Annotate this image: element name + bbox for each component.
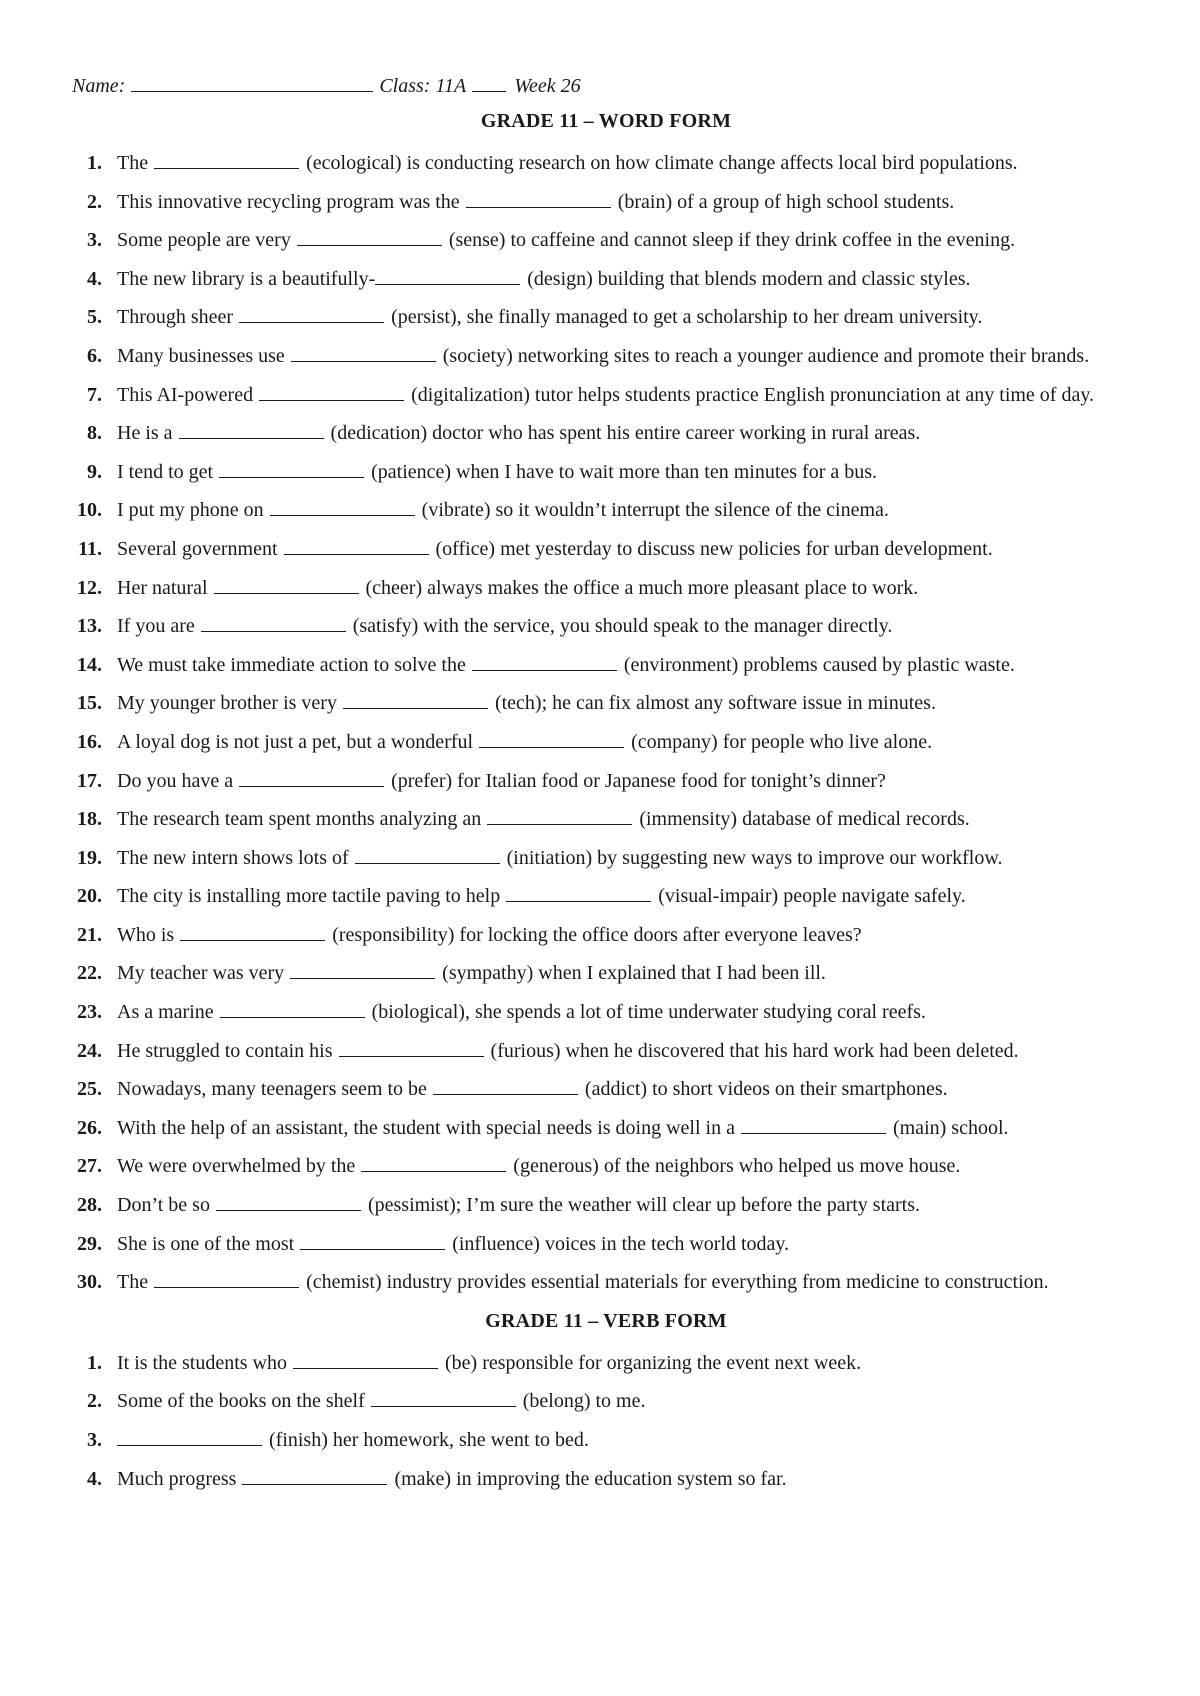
question-number: 13. [77, 615, 102, 638]
question-item [72, 800, 1140, 839]
question-text-after: (prefer) for Italian food or Japanese food for tonight’s dinner? [391, 769, 886, 792]
question-text-before: The [117, 152, 149, 174]
question-text-before: I tend to get [117, 460, 214, 483]
question-item [72, 376, 1140, 415]
question-text-before: Some people are very [117, 229, 291, 252]
question-text-after: (persist), she finally managed to get a scholarship to her dream university. [391, 306, 983, 329]
answer-blank[interactable] [219, 459, 364, 478]
question-item [72, 1109, 1140, 1148]
question-text-after: (ecological) is conducting research on how climate change affects local bird populations. [306, 152, 1018, 174]
question-text-after: (company) for people who live alone. [631, 730, 933, 753]
question-number: 4. [87, 267, 102, 290]
question-text-after: (satisfy) with the service, you should speak to the manager directly. [352, 615, 893, 638]
answer-blank[interactable] [361, 1153, 506, 1172]
question-number: 24. [77, 1039, 102, 1062]
answer-blank[interactable] [154, 150, 299, 169]
question-text-after: (belong) to me. [522, 1390, 646, 1413]
question-text-after: (tech); he can fix almost any software issue in minutes. [494, 692, 936, 715]
answer-blank[interactable] [201, 613, 346, 632]
question-item [72, 414, 1140, 453]
question-item [72, 993, 1140, 1032]
question-text-after: (sympathy) when I explained that I had been ill. [442, 962, 826, 985]
question-text-before: The city is installing more tactile paving to help [117, 885, 501, 908]
question-text-before: My younger brother is very [117, 692, 337, 715]
question-number: 10. [77, 499, 102, 522]
question-item [72, 530, 1140, 569]
answer-blank[interactable] [339, 1038, 484, 1057]
question-number: 19. [77, 846, 102, 869]
question-number: 29. [77, 1232, 102, 1255]
question-item [72, 569, 1140, 608]
question-number: 8. [87, 422, 102, 445]
question-text-after: (environment) problems caused by plastic waste. [623, 653, 1015, 676]
question-text-after: (pessimist); I’m sure the weather will clear up before the party starts. [367, 1194, 920, 1217]
question-text-after: (office) met yesterday to discuss new policies for urban development. [435, 537, 993, 560]
question-number: 4. [87, 1467, 102, 1490]
question-text-before: It is the students who [117, 1351, 287, 1374]
answer-blank[interactable] [291, 343, 436, 362]
question-item [72, 337, 1140, 376]
question-text-before: The new intern shows lots of [117, 846, 349, 869]
question-text-before: He struggled to contain his [117, 1039, 333, 1062]
question-text-before: Many businesses use [117, 344, 285, 367]
question-item [72, 260, 1140, 299]
question-list [72, 1344, 1140, 1498]
question-text-after: (be) responsible for organizing the event next week. [445, 1351, 862, 1374]
student-header [72, 66, 1140, 106]
question-text-before: I put my phone on [117, 499, 264, 522]
question-text-after: (addict) to short videos on their smartphones. [584, 1078, 948, 1101]
question-item [72, 1421, 1140, 1460]
answer-blank[interactable] [472, 652, 617, 671]
answer-blank[interactable] [239, 304, 384, 323]
answer-blank[interactable] [220, 999, 365, 1018]
question-text-after: (chemist) industry provides essential materials for everything from medicine to construction. [306, 1271, 1049, 1294]
question-text-after: (responsibility) for locking the office doors after everyone leaves? [332, 923, 862, 946]
answer-blank[interactable] [180, 922, 325, 941]
answer-blank[interactable] [154, 1269, 299, 1288]
week-label: Week 26 [514, 75, 581, 97]
question-item [72, 1147, 1140, 1186]
question-text-after: (dedication) doctor who has spent his entire career working in rural areas. [330, 422, 921, 445]
question-text-before: Nowadays, many teenagers seem to be [117, 1078, 427, 1101]
answer-blank[interactable] [355, 845, 500, 864]
question-text-after: (initiation) by suggesting new ways to improve our workflow. [506, 846, 1003, 869]
question-item [72, 1070, 1140, 1109]
verb-form-section [72, 1302, 1140, 1498]
question-text-after: (cheer) always makes the office a much more pleasant place to work. [365, 576, 919, 599]
question-item [72, 1186, 1140, 1225]
question-item [72, 684, 1140, 723]
question-item [72, 1032, 1140, 1071]
answer-blank[interactable] [242, 1466, 387, 1485]
question-number: 5. [87, 306, 102, 329]
question-item [72, 916, 1140, 955]
question-text-before: If you are [117, 615, 195, 638]
question-number: 3. [87, 229, 102, 252]
question-number: 15. [77, 692, 102, 715]
question-item [72, 221, 1140, 260]
question-number: 1. [87, 152, 102, 174]
question-text-before: This innovative recycling program was the [117, 190, 460, 213]
question-text-before: The research team spent months analyzing an [117, 808, 482, 831]
question-number: 16. [77, 730, 102, 753]
question-number: 27. [77, 1155, 102, 1178]
question-text-after: (society) networking sites to reach a younger audience and promote their brands. [442, 344, 1090, 367]
question-text-before: We must take immediate action to solve the [117, 653, 466, 676]
answer-blank[interactable] [741, 1115, 886, 1134]
name-blank[interactable] [131, 69, 373, 92]
question-number: 2. [87, 190, 102, 213]
name-label: Name: [72, 75, 126, 97]
question-text-after: (make) in improving the education system so far. [394, 1467, 787, 1490]
question-number: 1. [87, 1351, 102, 1374]
question-text-after: (sense) to caffeine and cannot sleep if they drink coffee in the evening. [448, 229, 1016, 252]
question-text-before: Do you have a [117, 769, 234, 792]
question-number: 30. [77, 1271, 102, 1294]
answer-blank[interactable] [117, 1427, 262, 1446]
question-number: 12. [77, 576, 102, 599]
question-item [72, 298, 1140, 337]
question-number: 3. [87, 1429, 102, 1451]
answer-blank[interactable] [290, 960, 435, 979]
question-number: 28. [77, 1194, 102, 1217]
question-number: 26. [77, 1116, 102, 1139]
answer-blank[interactable] [270, 497, 415, 516]
question-number: 14. [77, 653, 102, 676]
question-number: 6. [87, 344, 102, 367]
question-text-after: (vibrate) so it wouldn’t interrupt the silence of the cinema. [421, 499, 889, 522]
question-number: 20. [77, 885, 102, 908]
question-item [72, 1225, 1140, 1264]
question-item [72, 607, 1140, 646]
question-item [72, 954, 1140, 993]
question-text-after: (visual-impair) people navigate safely. [658, 885, 966, 908]
question-item [72, 453, 1140, 492]
question-text-after: (brain) of a group of high school students. [617, 190, 955, 213]
question-number: 7. [87, 383, 102, 406]
question-item [72, 1460, 1140, 1499]
question-text-before: Her natural [117, 576, 208, 599]
answer-blank[interactable] [239, 768, 384, 787]
question-item [72, 646, 1140, 685]
answer-blank[interactable] [179, 420, 324, 439]
question-number: 21. [77, 923, 102, 946]
question-item [72, 1382, 1140, 1421]
question-item [72, 491, 1140, 530]
question-text-after: (main) school. [892, 1116, 1009, 1139]
exercise-sections [72, 106, 1140, 1498]
question-item [72, 183, 1140, 222]
question-text-after: (design) building that blends modern and classic styles. [527, 267, 971, 290]
question-item [72, 762, 1140, 801]
class-label: Class: 11A [379, 75, 467, 97]
question-text-before: Several government [117, 537, 278, 560]
question-text-before: Through sheer [117, 306, 234, 329]
question-item [72, 144, 1140, 183]
question-text-before: She is one of the most [117, 1232, 295, 1255]
question-number: 9. [87, 460, 102, 483]
question-text-after: (immensity) database of medical records. [639, 808, 970, 831]
answer-blank[interactable] [284, 536, 429, 555]
answer-blank[interactable] [214, 575, 359, 594]
answer-blank[interactable] [433, 1076, 578, 1095]
question-text-before: He is a [117, 422, 173, 445]
section-title: GRADE 11 – VERB FORM [485, 1309, 727, 1332]
answer-blank[interactable] [216, 1192, 361, 1211]
question-number: 2. [87, 1390, 102, 1413]
section-title: GRADE 11 – WORD FORM [480, 110, 732, 132]
question-text-before: The new library is a beautifully- [117, 267, 376, 290]
question-text-before: We were overwhelmed by the [117, 1155, 356, 1178]
class-blank[interactable] [472, 69, 506, 92]
question-text-after: (finish) her homework, she went to bed. [269, 1429, 589, 1451]
question-text-after: (generous) of the neighbors who helped us move house. [513, 1155, 961, 1178]
question-text-before: The [117, 1271, 149, 1294]
question-text-after: (biological), she spends a lot of time underwater studying coral reefs. [371, 1001, 926, 1024]
question-item [72, 1344, 1140, 1383]
question-text-before: This AI-powered [117, 383, 254, 406]
question-text-before: Some of the books on the shelf [117, 1390, 365, 1413]
question-item [72, 1263, 1140, 1302]
question-number: 22. [77, 962, 102, 985]
question-item [72, 839, 1140, 878]
question-text-before: With the help of an assistant, the student with special needs is doing well in a [117, 1116, 735, 1139]
question-number: 23. [77, 1001, 102, 1024]
answer-blank[interactable] [371, 1388, 516, 1407]
answer-blank[interactable] [466, 189, 611, 208]
question-number: 11. [78, 537, 102, 560]
answer-blank[interactable] [506, 883, 651, 902]
question-text-after: (digitalization) tutor helps students practice English pronunciation at any time of day. [411, 383, 1095, 406]
answer-blank[interactable] [479, 729, 624, 748]
answer-blank[interactable] [300, 1231, 445, 1250]
question-text-before: A loyal dog is not just a pet, but a wonderful [117, 730, 474, 753]
question-list [72, 144, 1140, 1302]
question-text-after: (patience) when I have to wait more than ten minutes for a bus. [371, 460, 878, 483]
question-text-before: As a marine [117, 1001, 214, 1024]
question-text-before: Don’t be so [117, 1194, 210, 1217]
answer-blank[interactable] [259, 382, 404, 401]
question-text-before: Who is [117, 923, 175, 946]
question-text-after: (influence) voices in the tech world today. [452, 1232, 790, 1255]
question-item [72, 877, 1140, 916]
question-number: 18. [77, 808, 102, 831]
answer-blank[interactable] [487, 806, 632, 825]
answer-blank[interactable] [293, 1350, 438, 1369]
question-item [72, 723, 1140, 762]
question-number: 17. [77, 769, 102, 792]
question-number: 25. [77, 1078, 102, 1101]
question-text-after: (furious) when he discovered that his hard work had been deleted. [490, 1039, 1019, 1062]
answer-blank[interactable] [375, 266, 520, 285]
question-text-before: My teacher was very [117, 962, 285, 985]
answer-blank[interactable] [343, 690, 488, 709]
word-form-section [72, 106, 1140, 1302]
answer-blank[interactable] [297, 227, 442, 246]
question-text-before: Much progress [117, 1467, 237, 1490]
